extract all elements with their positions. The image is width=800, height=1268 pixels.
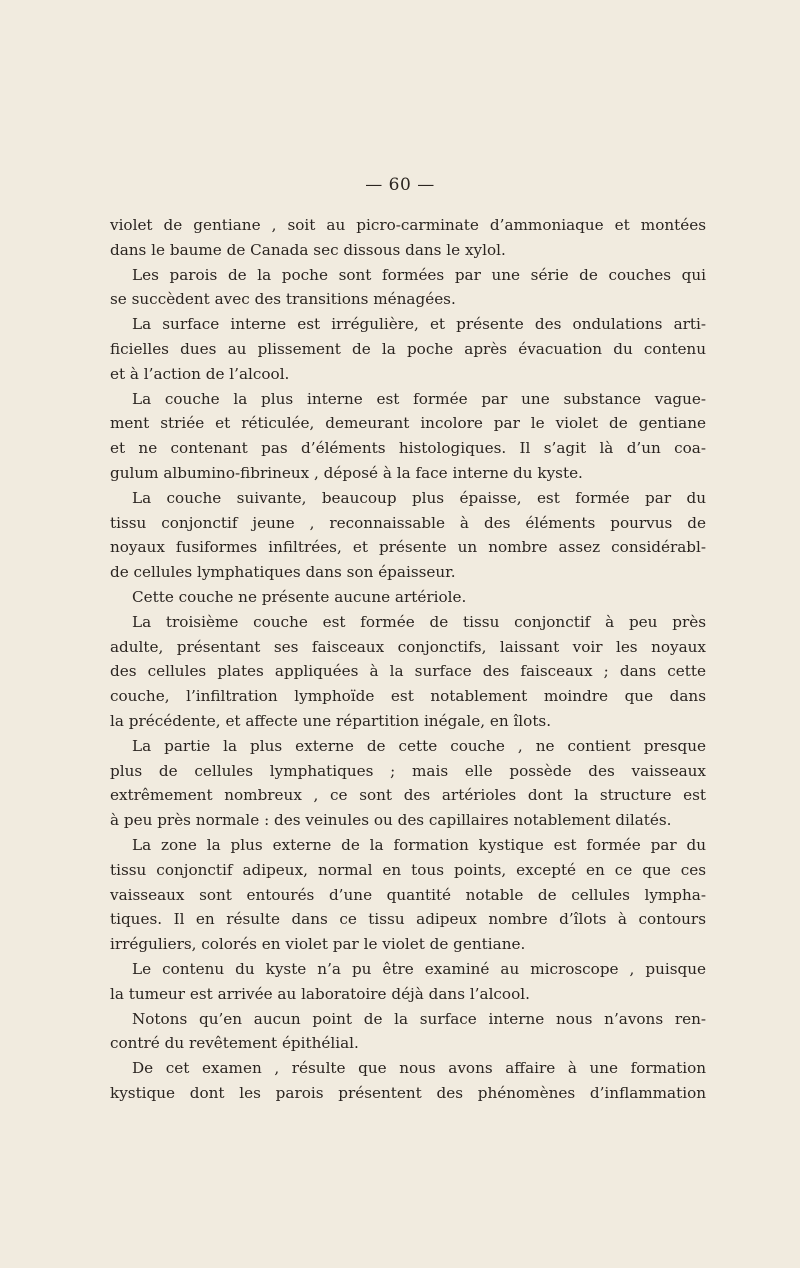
text-line: Le contenu du kyste n’a pu être examiné au microscope , puisque [132,959,706,978]
text-line: tissu conjonctif jeune , reconnaissable à des éléments pourvus de [110,513,706,532]
text-line: Notons qu’en aucun point de la surface interne nous n’avons ren- [132,1009,706,1028]
text-line: tiques. Il en résulte dans ce tissu adipeux nombre d’îlots à contours [110,910,706,929]
text-line: vaisseaux sont entourés d’une quantité notable de cellules lympha- [110,885,706,904]
text-line: et ne contenant pas d’éléments histologiques. Il s’agit là d’un coa- [110,439,706,458]
text-line: contré du revêtement épithélial. [110,1034,359,1053]
text-line: La partie la plus externe de cette couche , ne contient presque [132,736,706,755]
text-line: dans le baume de Canada sec dissous dans le xylol. [110,240,506,259]
text-line: et à l’action de l’alcool. [110,364,290,383]
text-line: extrêmement nombreux , ce sont des artérioles dont la structure est [110,786,706,805]
text-line: la tumeur est arrivée au laboratoire déjà dans l’alcool. [110,984,530,1003]
text-line: des cellules plates appliquées à la surface des faisceaux ; dans cette [110,662,706,681]
text-line: gulum albumino-fibrineux , déposé à la face interne du kyste. [110,463,583,482]
text-line: La troisième couche est formée de tissu conjonctif à peu près [132,612,706,631]
text-line: se succèdent avec des transitions ménagées. [110,290,456,309]
text-line: tissu conjonctif adipeux, normal en tous points, excepté en ce que ces [110,860,706,879]
text-line: violet de gentiane , soit au picro-carminate d’ammoniaque et montées [110,216,706,234]
text-line: De cet examen , résulte que nous avons affaire à une formation [132,1059,706,1078]
body-text [110,213,706,1106]
text-line: plus de cellules lymphatiques ; mais elle possède des vaisseaux [110,761,706,780]
text-line: La couche suivante, beaucoup plus épaisse, est formée par du [132,488,706,507]
text-line: ficielles dues au plissement de la poche après évacuation du contenu [110,339,706,358]
text-line: de cellules lymphatiques dans son épaisseur. [110,563,456,582]
text-line: adulte, présentant ses faisceaux conjonctifs, laissant voir les noyaux [110,637,706,656]
text-line: la précédente, et affecte une répartition inégale, en îlots. [110,711,552,730]
text-line: La zone la plus externe de la formation kystique est formée par du [132,835,706,854]
text-line: kystique dont les parois présentent des phénomènes d’inflammation [110,1083,706,1102]
text-line: Les parois de la poche sont formées par une série de couches qui [132,265,706,284]
text-line: Cette couche ne présente aucune artériole. [132,587,467,606]
text-line: à peu près normale : des veinules ou des capillaires notablement dilatés. [110,811,672,830]
text-line: La couche la plus interne est formée par une substance vague- [132,389,706,408]
text-line: noyaux fusiformes infiltrées, et présente un nombre assez considérabl- [110,538,706,557]
text-line: ment striée et réticulée, demeurant incolore par le violet de gentiane [110,414,706,433]
text-line: couche, l’infiltration lymphoïde est notablement moindre que dans [110,687,706,706]
text-line: La surface interne est irrégulière, et présente des ondulations arti- [132,315,706,334]
page-number: — 60 — [365,175,435,195]
text-line: irréguliers, colorés en violet par le violet de gentiane. [110,935,526,954]
